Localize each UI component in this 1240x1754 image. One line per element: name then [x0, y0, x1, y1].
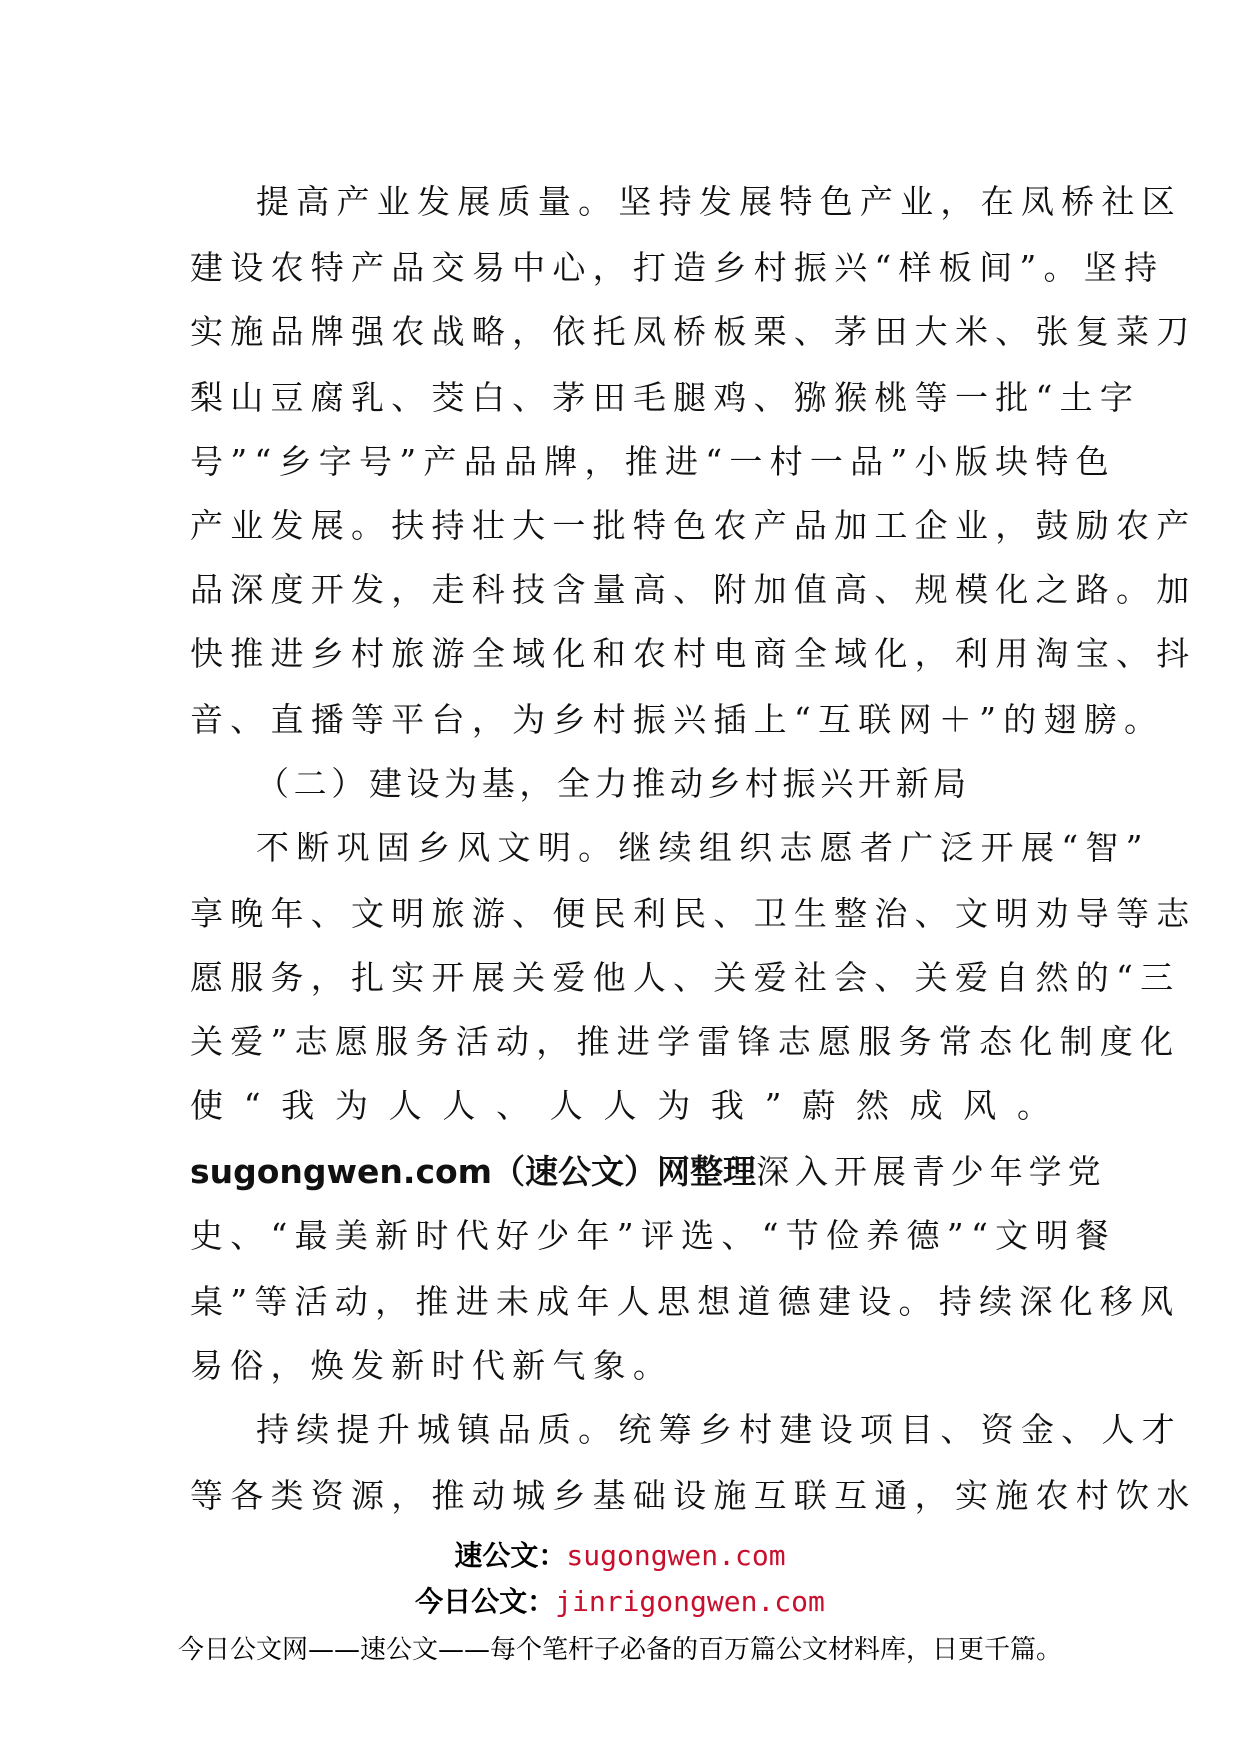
section-heading: （二）建设为基，全力推动乡村振兴开新局 — [256, 764, 971, 803]
paragraph-line: 号”“乡字号”产品品牌，推进“一村一品”小版块特色 — [190, 442, 1116, 481]
paragraph-line: 音、直播等平台，为乡村振兴插上“互联网＋”的翅膀。 — [190, 700, 1165, 739]
inline-watermark: sugongwen.com（速公文）网整理 — [190, 1152, 757, 1191]
paragraph-line: 提高产业发展质量。坚持发展特色产业，在凤桥社区 — [256, 182, 1182, 221]
footer-link-sugongwen[interactable]: sugongwen.com — [566, 1539, 786, 1572]
paragraph-line: 享晚年、文明旅游、便民利民、卫生整治、文明劝导等志 — [190, 894, 1197, 933]
paragraph-line: 持续提升城镇品质。统筹乡村建设项目、资金、人才 — [256, 1410, 1182, 1449]
paragraph-line: 快推进乡村旅游全域化和农村电商全域化，利用淘宝、抖 — [190, 634, 1197, 673]
paragraph-line: 产业发展。扶持壮大一批特色农产品加工企业，鼓励农产 — [190, 506, 1197, 545]
footer-label: 今日公文： — [415, 1585, 556, 1618]
paragraph-line: 易俗，焕发新时代新气象。 — [190, 1346, 674, 1385]
paragraph-line: 史、“最美新时代好少年”评选、“节俭养德”“文明餐 — [190, 1216, 1116, 1255]
footer-link-jinrigongwen[interactable]: jinrigongwen.com — [555, 1585, 825, 1618]
footer-label: 速公文： — [454, 1539, 567, 1572]
paragraph-line: 不断巩固乡风文明。继续组织志愿者广泛开展“智” — [256, 828, 1150, 867]
justified-line: 使 “ 我 为 人 人 、 人 人 为 我 ” 蔚 然 成 风 。 — [190, 1086, 1050, 1125]
paragraph-line-with-watermark — [190, 1140, 1107, 1204]
paragraph-line: 品深度开发，走科技含量高、附加值高、规模化之路。加 — [190, 570, 1197, 609]
paragraph-line: 建设农特产品交易中心，打造乡村振兴“样板间”。坚持 — [190, 248, 1165, 287]
paragraph-line: 等各类资源，推动城乡基础设施互联互通，实施农村饮水 — [190, 1476, 1197, 1515]
paragraph-line: 关爱”志愿服务活动，推进学雷锋志愿服务常态化制度化 — [190, 1022, 1181, 1061]
paragraph-line: 实施品牌强农战略，依托凤桥板栗、茅田大米、张复菜刀 — [190, 312, 1197, 351]
paragraph-line: 梨山豆腐乳、茭白、茅田毛腿鸡、猕猴桃等一批“土字 — [190, 378, 1141, 417]
footer-slogan — [0, 1630, 1240, 1670]
footer-slogan-text: 今日公文网——速公文——每个笔杆子必备的百万篇公文材料库，日更千篇。 — [177, 1635, 1062, 1665]
paragraph-line-tail: 深入开展青少年学党 — [756, 1152, 1107, 1191]
paragraph-line: 愿服务，扎实开展关爱他人、关爱社会、关爱自然的“三 — [190, 958, 1181, 997]
footer-sugongwen — [0, 1536, 1240, 1576]
footer-jinrigongwen — [0, 1582, 1240, 1622]
paragraph-line: 桌”等活动，推进未成年人思想道德建设。持续深化移风 — [190, 1282, 1181, 1321]
